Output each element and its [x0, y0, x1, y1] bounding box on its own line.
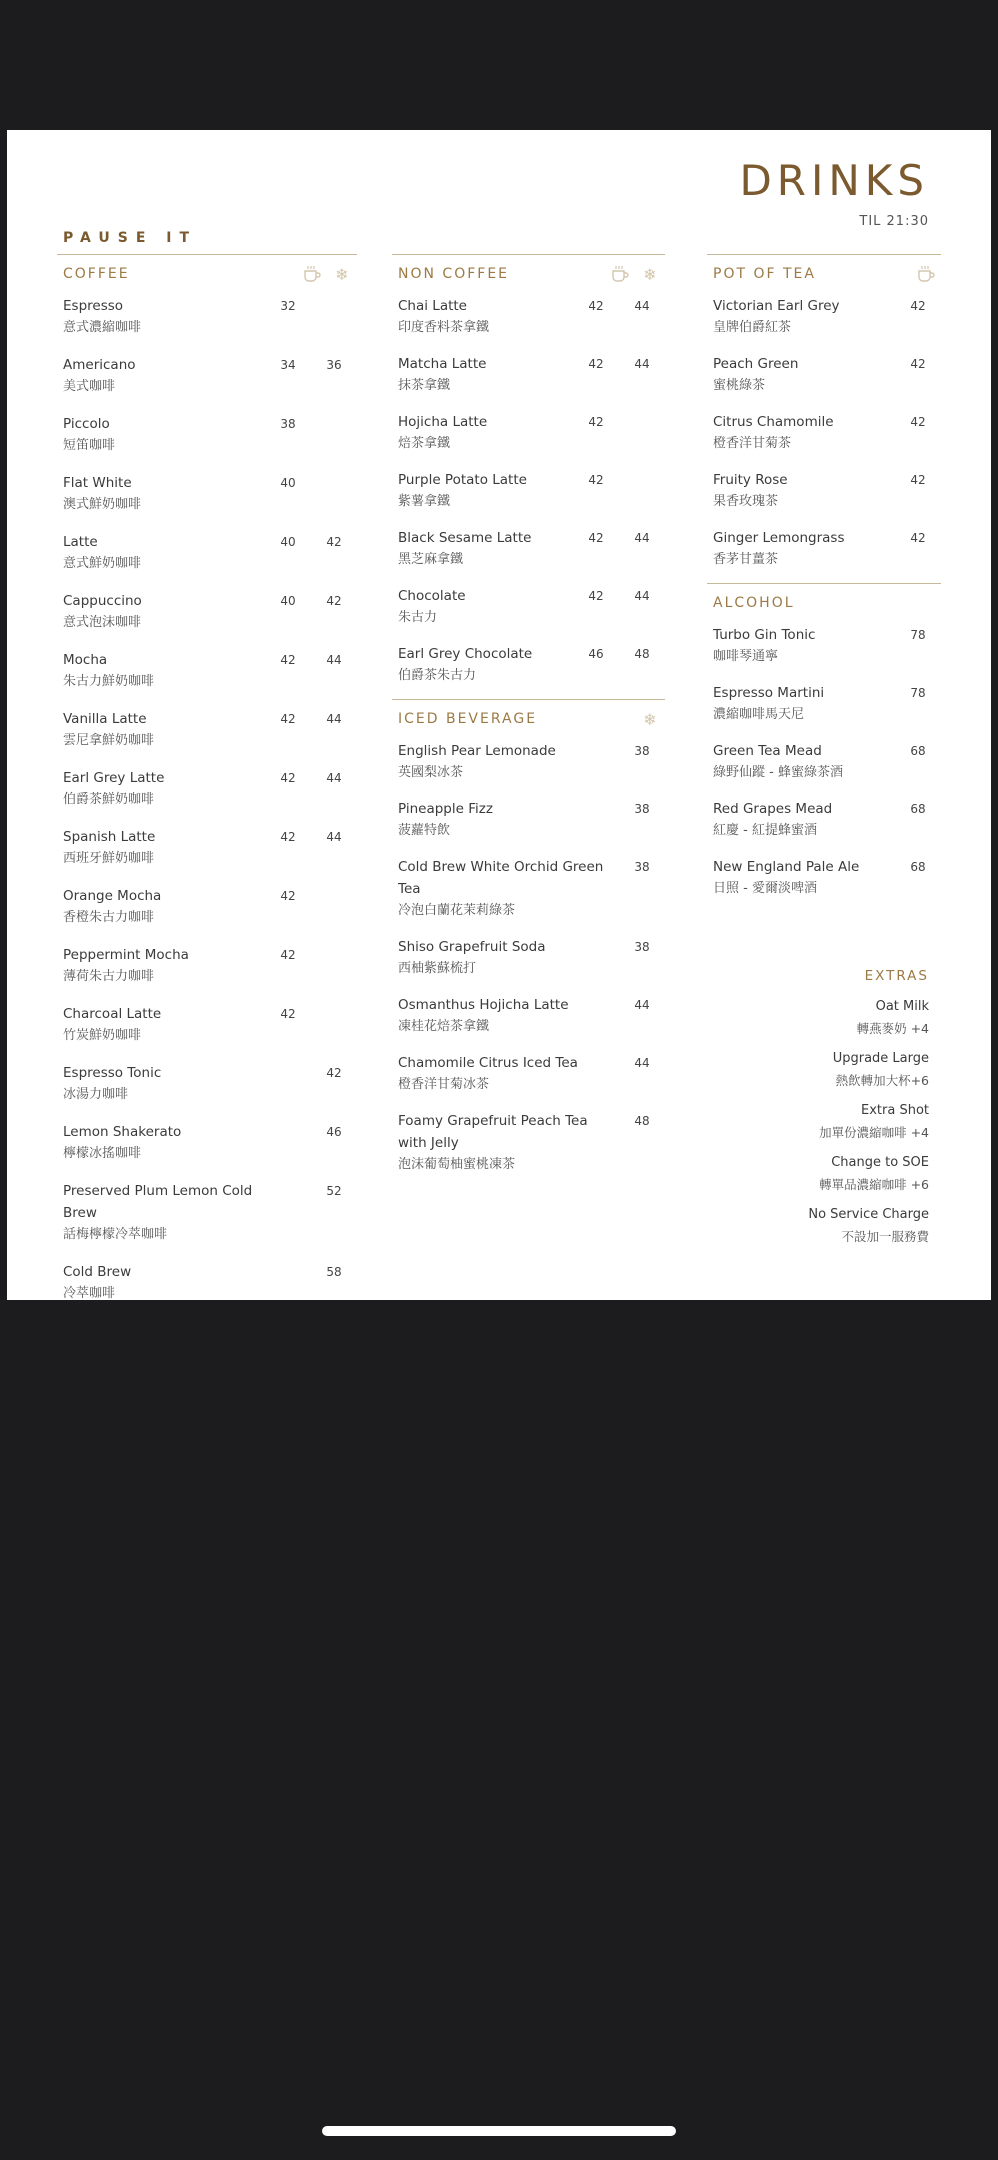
item-name-en: Cold Brew White Orchid Green Tea — [398, 859, 604, 897]
item-name-en: Chai Latte — [398, 298, 467, 314]
item-name-zh: 伯爵茶朱古力 — [398, 668, 477, 683]
price-iced — [311, 1003, 357, 1047]
section-title: ICED BEVERAGE — [398, 711, 538, 727]
snowflake-icon: ❄ — [643, 264, 657, 284]
item-name-en: Matcha Latte — [398, 356, 487, 372]
price: 42 — [910, 473, 926, 487]
price-iced: 36 — [326, 358, 342, 372]
item-names — [398, 527, 573, 571]
price-hot: 42 — [280, 948, 296, 962]
price: 78 — [910, 628, 926, 642]
menu-item — [57, 1060, 357, 1106]
price-hot: 40 — [280, 476, 296, 490]
menu-item — [392, 992, 665, 1038]
item-name-zh: 檸檬冰搖咖啡 — [63, 1146, 142, 1161]
price-iced: 42 — [326, 1066, 342, 1080]
price-iced: 44 — [634, 531, 650, 545]
menu-item — [57, 293, 357, 339]
item-names — [63, 1062, 265, 1106]
price: 44 — [634, 998, 650, 1012]
item-name-zh: 抹茶拿鐵 — [398, 378, 451, 393]
menu-item — [392, 738, 665, 784]
menu-item — [57, 588, 357, 634]
item-names — [398, 1110, 619, 1176]
item-name-zh: 果香玫瑰茶 — [713, 494, 779, 509]
item-name-en: Peppermint Mocha — [63, 947, 189, 963]
item-name-en: Latte — [63, 534, 98, 550]
menu-item — [707, 293, 941, 339]
item-names — [63, 708, 265, 752]
item-name-en: Citrus Chamomile — [713, 414, 834, 430]
item-name-zh: 紅慶 - 紅提蜂蜜酒 — [713, 823, 817, 838]
item-name-zh: 伯爵茶鮮奶咖啡 — [63, 792, 155, 807]
item-name-zh: 日照 - 愛爾淡啤酒 — [713, 881, 817, 896]
price: 38 — [634, 744, 650, 758]
item-names — [398, 936, 619, 980]
item-name-zh: 意式鮮奶咖啡 — [63, 556, 142, 571]
item-name-en: Preserved Plum Lemon Cold Brew — [63, 1183, 253, 1221]
price: 68 — [910, 860, 926, 874]
item-names — [713, 527, 895, 571]
extra-name-zh: 轉單品濃縮咖啡 +6 — [819, 1177, 929, 1192]
item-names — [63, 472, 265, 516]
item-names — [63, 885, 265, 929]
price-iced: 46 — [326, 1125, 342, 1139]
item-name-en: Espresso Martini — [713, 685, 825, 701]
item-name-en: Purple Potato Latte — [398, 472, 527, 488]
price: 42 — [910, 415, 926, 429]
item-names — [713, 682, 895, 726]
item-names — [63, 295, 265, 339]
item-name-en: Earl Grey Chocolate — [398, 646, 533, 662]
item-name-zh: 香橙朱古力咖啡 — [63, 910, 155, 925]
item-name-zh: 冷萃咖啡 — [63, 1286, 116, 1300]
price-iced: 42 — [326, 594, 342, 608]
item-names — [713, 856, 895, 900]
price-hot: 42 — [588, 299, 604, 313]
price-iced — [311, 885, 357, 929]
item-names — [63, 531, 265, 575]
price-iced: 44 — [326, 830, 342, 844]
item-name-en: Flat White — [63, 475, 132, 491]
price-hot — [265, 1180, 311, 1246]
item-name-en: Cappuccino — [63, 593, 142, 609]
extra-name-zh: 轉燕麥奶 +4 — [856, 1021, 929, 1036]
item-name-en: Turbo Gin Tonic — [713, 627, 816, 643]
item-name-zh: 橙香洋甘菊茶 — [713, 436, 792, 451]
extra-name-en: Upgrade Large — [832, 1051, 929, 1066]
price-iced — [311, 295, 357, 339]
item-names — [63, 590, 265, 634]
item-name-en: Foamy Grapefruit Peach Tea with Jelly — [398, 1113, 588, 1151]
item-names — [398, 411, 573, 455]
item-names — [63, 1121, 265, 1165]
item-names — [713, 295, 895, 339]
item-names — [63, 944, 265, 988]
item-names — [713, 624, 895, 668]
menu-item — [57, 411, 357, 457]
price: 42 — [910, 299, 926, 313]
menu-item — [392, 351, 665, 397]
price: 38 — [634, 860, 650, 874]
item-name-en: Green Tea Mead — [713, 743, 822, 759]
price-iced: 44 — [326, 771, 342, 785]
menu-item — [707, 854, 941, 900]
menu-item — [392, 796, 665, 842]
price-iced: 44 — [634, 299, 650, 313]
price-hot: 42 — [588, 473, 604, 487]
item-name-en: Victorian Earl Grey — [713, 298, 840, 314]
price-hot: 42 — [588, 589, 604, 603]
menu-item — [392, 641, 665, 687]
price-iced — [311, 944, 357, 988]
section-title: POT OF TEA — [713, 266, 816, 282]
item-name-zh: 西班牙鮮奶咖啡 — [63, 851, 155, 866]
price-hot: 42 — [280, 830, 296, 844]
item-names — [713, 469, 895, 513]
item-name-zh: 香茅甘薑茶 — [713, 552, 779, 567]
menu-item — [392, 854, 665, 922]
item-name-zh: 意式濃縮咖啡 — [63, 320, 142, 335]
menu-item — [57, 1259, 357, 1300]
price-hot: 42 — [588, 415, 604, 429]
price-iced — [311, 472, 357, 516]
price-iced: 44 — [326, 653, 342, 667]
price-hot: 42 — [280, 712, 296, 726]
item-name-en: New England Pale Ale — [713, 859, 860, 875]
menu-item — [392, 293, 665, 339]
price-iced — [311, 413, 357, 457]
item-name-en: Fruity Rose — [713, 472, 788, 488]
price-hot: 42 — [280, 889, 296, 903]
section-coffee — [57, 254, 357, 1300]
section-pot-of-tea — [707, 254, 941, 571]
item-name-en: Espresso — [63, 298, 124, 314]
menu-item — [392, 1050, 665, 1096]
item-name-zh: 冷泡白蘭花茉莉綠茶 — [398, 903, 516, 918]
item-name-zh: 竹炭鮮奶咖啡 — [63, 1028, 142, 1043]
item-name-en: Earl Grey Latte — [63, 770, 165, 786]
item-name-zh: 濃縮咖啡馬天尼 — [713, 707, 805, 722]
price-hot: 42 — [588, 357, 604, 371]
item-name-en: Black Sesame Latte — [398, 530, 532, 546]
section-title: NON COFFEE — [398, 266, 510, 282]
price-iced: 48 — [634, 647, 650, 661]
extras-title: EXTRAS — [864, 968, 929, 984]
item-name-en: Osmanthus Hojicha Latte — [398, 997, 569, 1013]
item-name-zh: 冰湯力咖啡 — [63, 1087, 129, 1102]
menu-item — [707, 622, 941, 668]
price: 78 — [910, 686, 926, 700]
menu-item — [707, 409, 941, 455]
menu-item — [707, 351, 941, 397]
menu-item — [707, 467, 941, 513]
item-name-en: Piccolo — [63, 416, 110, 432]
item-names — [63, 767, 265, 811]
item-name-en: English Pear Lemonade — [398, 743, 556, 759]
item-name-zh: 意式泡沫咖啡 — [63, 615, 142, 630]
item-name-zh: 朱古力鮮奶咖啡 — [63, 674, 155, 689]
item-names — [63, 649, 265, 693]
item-name-en: Mocha — [63, 652, 108, 668]
item-name-en: Peach Green — [713, 356, 799, 372]
item-names — [398, 1052, 619, 1096]
menu-item — [57, 352, 357, 398]
price: 48 — [634, 1114, 650, 1128]
hot-cup-icon — [605, 265, 635, 283]
price-hot — [265, 1261, 311, 1300]
price-hot: 42 — [280, 653, 296, 667]
item-name-en: Spanish Latte — [63, 829, 156, 845]
price: 44 — [634, 1056, 650, 1070]
item-name-en: Espresso Tonic — [63, 1065, 162, 1081]
menu-item — [57, 647, 357, 693]
price-iced: 52 — [326, 1184, 342, 1198]
section-iced-beverage — [392, 699, 665, 1176]
item-name-en: Chamomile Citrus Iced Tea — [398, 1055, 578, 1071]
item-name-zh: 橙香洋甘菊冰茶 — [398, 1077, 490, 1092]
price-hot: 34 — [280, 358, 296, 372]
item-name-zh: 雲尼拿鮮奶咖啡 — [63, 733, 155, 748]
menu-item — [57, 824, 357, 870]
price: 42 — [910, 531, 926, 545]
section-title: ALCOHOL — [713, 595, 795, 611]
menu-item — [392, 409, 665, 455]
menu-item — [57, 1178, 357, 1246]
price-iced: 42 — [326, 535, 342, 549]
section-header — [57, 255, 357, 293]
menu-item — [707, 525, 941, 571]
extra-name-zh: 不設加一服務費 — [841, 1229, 929, 1244]
item-name-zh: 西柚紫蘇梳打 — [398, 961, 477, 976]
price-hot: 42 — [588, 531, 604, 545]
section-header — [392, 255, 665, 293]
price-hot: 38 — [280, 417, 296, 431]
price-hot: 46 — [588, 647, 604, 661]
item-name-en: Red Grapes Mead — [713, 801, 833, 817]
menu-item — [707, 796, 941, 842]
price-hot: 42 — [280, 1007, 296, 1021]
menu-item — [707, 680, 941, 726]
item-name-zh: 朱古力 — [398, 610, 438, 625]
item-name-en: Pineapple Fizz — [398, 801, 493, 817]
section-header — [707, 255, 941, 293]
item-names — [398, 353, 573, 397]
item-name-zh: 綠野仙蹤 - 蜂蜜綠茶酒 — [713, 765, 843, 780]
extra-name-en: No Service Charge — [808, 1207, 929, 1222]
column-coffee — [57, 254, 357, 1300]
price-hot: 42 — [280, 771, 296, 785]
price: 68 — [910, 744, 926, 758]
extra-name-en: Extra Shot — [861, 1103, 929, 1118]
menu-item — [57, 1119, 357, 1165]
item-name-zh: 蜜桃綠茶 — [713, 378, 766, 393]
price: 68 — [910, 802, 926, 816]
extra-name-zh: 熱飲轉加大杯+6 — [835, 1073, 929, 1088]
item-names — [63, 1003, 265, 1047]
extra-name-en: Change to SOE — [831, 1155, 929, 1170]
price-hot: 32 — [280, 299, 296, 313]
item-name-zh: 黑芝麻拿鐵 — [398, 552, 464, 567]
item-name-zh: 紫薯拿鐵 — [398, 494, 451, 509]
section-header — [392, 700, 665, 738]
item-name-zh: 話梅檸檬冷萃咖啡 — [63, 1227, 168, 1242]
item-names — [63, 413, 265, 457]
item-names — [398, 856, 619, 922]
price: 38 — [634, 940, 650, 954]
price-iced: 44 — [634, 357, 650, 371]
item-name-zh: 泡沫葡萄柚蜜桃凍茶 — [398, 1157, 516, 1172]
snowflake-icon: ❄ — [643, 709, 657, 729]
column-non-coffee — [392, 254, 665, 1188]
item-names — [398, 994, 619, 1038]
item-name-en: Hojicha Latte — [398, 414, 488, 430]
price-hot — [265, 1062, 311, 1106]
item-names — [63, 1180, 265, 1246]
price-hot: 40 — [280, 535, 296, 549]
price: 42 — [910, 357, 926, 371]
item-name-zh: 菠蘿特飲 — [398, 823, 451, 838]
menu-item — [392, 1108, 665, 1176]
item-name-zh: 皇牌伯爵紅茶 — [713, 320, 792, 335]
item-name-zh: 凍桂花焙茶拿鐵 — [398, 1019, 490, 1034]
extra-name-zh: 加單份濃縮咖啡 +4 — [819, 1125, 929, 1140]
price-iced: 44 — [634, 589, 650, 603]
item-name-zh: 焙茶拿鐵 — [398, 436, 451, 451]
item-name-en: Shiso Grapefruit Soda — [398, 939, 546, 955]
menu-title: DRINKS — [739, 156, 929, 205]
item-names — [713, 798, 895, 842]
hot-cup-icon — [297, 265, 327, 283]
price-hot — [265, 1121, 311, 1165]
item-name-zh: 美式咖啡 — [63, 379, 116, 394]
item-name-en: Charcoal Latte — [63, 1006, 162, 1022]
closing-time: TIL 21:30 — [859, 214, 929, 229]
price-iced: 44 — [326, 712, 342, 726]
menu-item — [57, 883, 357, 929]
item-name-zh: 澳式鮮奶咖啡 — [63, 497, 142, 512]
menu-item — [57, 765, 357, 811]
menu-item — [392, 583, 665, 629]
menu-item — [392, 467, 665, 513]
item-name-en: Americano — [63, 357, 136, 373]
price-iced — [619, 469, 665, 513]
item-name-zh: 薄荷朱古力咖啡 — [63, 969, 155, 984]
item-names — [398, 643, 573, 687]
item-names — [713, 411, 895, 455]
menu-item — [392, 525, 665, 571]
section-title: COFFEE — [63, 266, 130, 282]
price-hot: 40 — [280, 594, 296, 608]
item-names — [63, 826, 265, 870]
extra-name-en: Oat Milk — [875, 999, 929, 1014]
menu-item — [392, 934, 665, 980]
item-names — [713, 353, 895, 397]
menu-item — [57, 470, 357, 516]
menu-item — [57, 706, 357, 752]
home-indicator[interactable] — [322, 2126, 676, 2136]
item-names — [63, 354, 265, 398]
price-iced — [619, 411, 665, 455]
section-non-coffee — [392, 254, 665, 687]
price: 38 — [634, 802, 650, 816]
item-names — [398, 740, 619, 784]
hot-cup-icon — [911, 265, 941, 283]
item-name-en: Lemon Shakerato — [63, 1124, 182, 1140]
item-names — [398, 295, 573, 339]
section-alcohol — [707, 583, 941, 900]
snowflake-icon: ❄ — [335, 264, 349, 284]
section-header — [707, 584, 941, 622]
price-iced: 58 — [326, 1265, 342, 1279]
item-names — [713, 740, 895, 784]
menu-item — [57, 529, 357, 575]
menu-item — [57, 1001, 357, 1047]
item-names — [63, 1261, 265, 1300]
item-name-zh: 短笛咖啡 — [63, 438, 116, 453]
item-name-zh: 咖啡琴通寧 — [713, 649, 779, 664]
column-tea-alcohol — [707, 254, 941, 912]
menu-item — [707, 738, 941, 784]
item-name-en: Orange Mocha — [63, 888, 162, 904]
item-name-en: Cold Brew — [63, 1264, 132, 1280]
item-names — [398, 469, 573, 513]
item-name-en: Ginger Lemongrass — [713, 530, 845, 546]
item-name-zh: 英國梨冰茶 — [398, 765, 464, 780]
brand-name: PAUSE IT — [63, 230, 198, 246]
menu-page — [7, 130, 991, 1300]
item-name-en: Vanilla Latte — [63, 711, 147, 727]
menu-item — [57, 942, 357, 988]
item-name-en: Chocolate — [398, 588, 466, 604]
item-names — [398, 798, 619, 842]
item-name-zh: 印度香料茶拿鐵 — [398, 320, 490, 335]
item-names — [398, 585, 573, 629]
extras-section — [669, 968, 929, 1256]
